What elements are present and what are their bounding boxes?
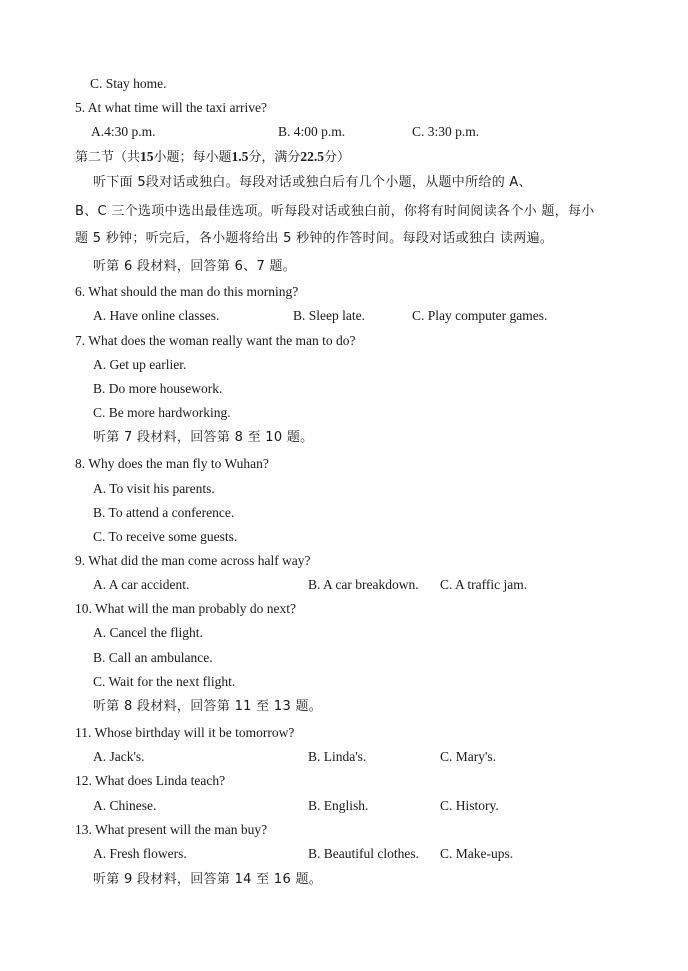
- q7-option-a: A. Get up earlier.: [93, 357, 187, 372]
- instructions-line-1: 听下面 5段对话或独白。每段对话或独白后有几个小题，从题中所给的 A、: [93, 175, 532, 190]
- q8-option-a: A. To visit his parents.: [93, 481, 215, 496]
- q12-option-b: B. English.: [308, 798, 369, 813]
- section-points-total: 22.5: [300, 149, 325, 164]
- section-points-each: 1.5: [231, 149, 249, 164]
- q12-question: 12. What does Linda teach?: [75, 773, 226, 788]
- q10-question: 10. What will the man probably do next?: [75, 601, 296, 616]
- q8-option-b: B. To attend a conference.: [93, 505, 235, 520]
- q8-option-c: C. To receive some guests.: [93, 529, 238, 544]
- instructions-line-2: B、C 三个选项中选出最佳选项。听每段对话或独白前，你将有时间阅读各个小 题，每小: [75, 204, 595, 219]
- instructions-line-3: 题 5 秒钟；听完后，各小题将给出 5 秒钟的作答时间。每段对话或独白 读两遍。: [75, 231, 554, 246]
- q6-question: 6. What should the man do this morning?: [75, 284, 299, 299]
- section-heading-part: 分）: [324, 150, 351, 165]
- q6-option-b: B. Sleep late.: [293, 308, 365, 323]
- segment-7-heading: 听第 7 段材料，回答第 8 至 10 题。: [93, 430, 314, 445]
- q5-option-b: B. 4:00 p.m.: [278, 124, 346, 139]
- q12-option-c: C. History.: [440, 798, 499, 813]
- segment-6-heading: 听第 6 段材料，回答第 6、7 题。: [93, 259, 297, 274]
- q4-option-c: C. Stay home.: [90, 76, 167, 91]
- q9-option-c: C. A traffic jam.: [440, 577, 528, 592]
- section-heading-part: 小题；每小题: [153, 150, 232, 165]
- q9-option-a: A. A car accident.: [93, 577, 190, 592]
- q5-question: 5. At what time will the taxi arrive?: [75, 100, 267, 115]
- q6-option-a: A. Have online classes.: [93, 308, 220, 323]
- q11-option-c: C. Mary's.: [440, 749, 497, 764]
- q10-option-c: C. Wait for the next flight.: [93, 674, 236, 689]
- section-heading-part: 分，满分: [248, 150, 301, 165]
- q13-option-c: C. Make-ups.: [440, 846, 514, 861]
- q8-question: 8. Why does the man fly to Wuhan?: [75, 456, 269, 471]
- q12-option-a: A. Chinese.: [93, 798, 157, 813]
- q5-option-c: C. 3:30 p.m.: [412, 124, 480, 139]
- section-count: 15: [140, 149, 154, 164]
- q11-option-a: A. Jack's.: [93, 749, 145, 764]
- q13-question: 13. What present will the man buy?: [75, 822, 268, 837]
- q7-option-c: C. Be more hardworking.: [93, 405, 231, 420]
- segment-9-heading: 听第 9 段材料，回答第 14 至 16 题。: [93, 872, 323, 887]
- segment-8-heading: 听第 8 段材料，回答第 11 至 13 题。: [93, 699, 323, 714]
- section-heading-part: 第二节（共: [75, 150, 141, 165]
- q9-question: 9. What did the man come across half way?: [75, 553, 311, 568]
- q7-question: 7. What does the woman really want the man to do?: [75, 333, 356, 348]
- q10-option-a: A. Cancel the flight.: [93, 625, 203, 640]
- q11-question: 11. Whose birthday will it be tomorrow?: [75, 725, 295, 740]
- q9-option-b: B. A car breakdown.: [308, 577, 419, 592]
- q11-option-b: B. Linda's.: [308, 749, 367, 764]
- q6-option-c: C. Play computer games.: [412, 308, 548, 323]
- q7-option-b: B. Do more housework.: [93, 381, 223, 396]
- q10-option-b: B. Call an ambulance.: [93, 650, 213, 665]
- section-heading: [75, 148, 350, 167]
- q5-option-a: A.4:30 p.m.: [91, 124, 156, 139]
- q13-option-a: A. Fresh flowers.: [93, 846, 187, 861]
- q13-option-b: B. Beautiful clothes.: [308, 846, 419, 861]
